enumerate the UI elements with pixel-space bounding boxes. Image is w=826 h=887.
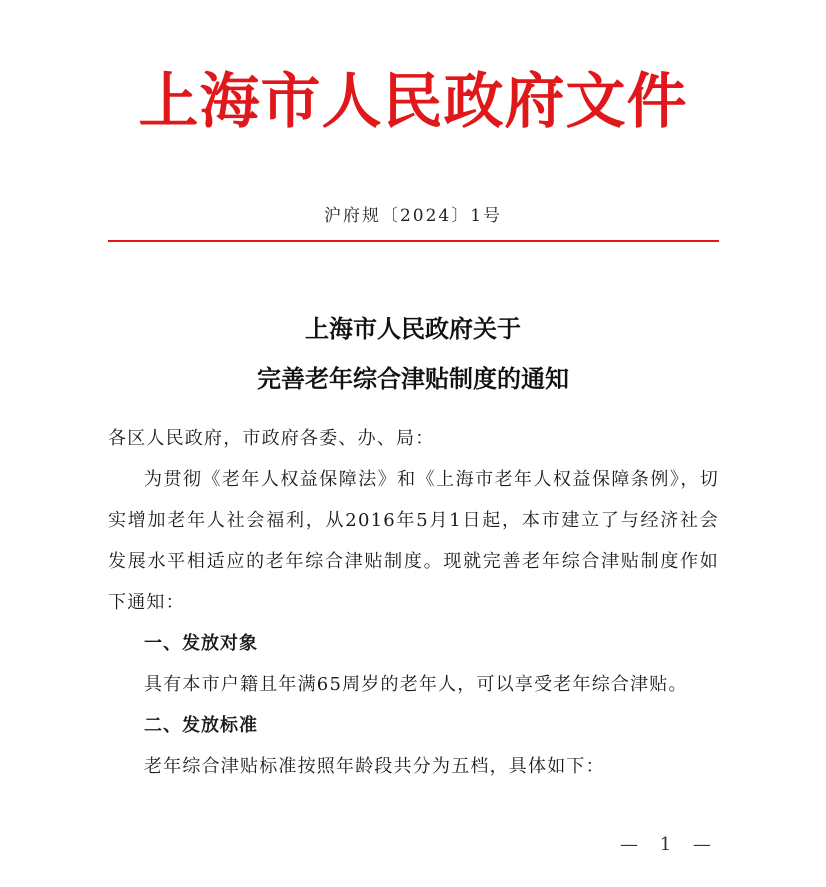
document-title-line-2: 完善老年综合津贴制度的通知 — [257, 364, 569, 393]
section-1-heading: 一、发放对象 — [144, 633, 258, 654]
section-2-heading: 二、发放标准 — [144, 715, 258, 736]
document-number: 沪府规〔2024〕1号 — [323, 206, 503, 226]
issuer-masthead: 上海市人民政府文件 — [138, 67, 688, 137]
intro-paragraph: 为贯彻《老年人权益保障法》和《上海市老年人权益保障条例》，切实增加老年人社会福利，从2016年5月1日起，本市建立了与经济社会发展水平相适应的老年综合津贴制度。现就完善老年综合津贴制度作如下通知： — [108, 469, 719, 613]
section-1-paragraph: 具有本市户籍且年满65周岁的老年人，可以享受老年综合津贴。 — [144, 674, 688, 695]
salutation: 各区人民政府，市政府各委、办、局： — [108, 428, 435, 449]
document-title-line-1: 上海市人民政府关于 — [305, 314, 521, 343]
document-body — [108, 418, 719, 787]
red-divider-line — [108, 240, 719, 242]
page-number: — 1 — — [620, 834, 719, 855]
section-2-paragraph: 老年综合津贴标准按照年龄段共分为五档，具体如下： — [144, 756, 605, 777]
